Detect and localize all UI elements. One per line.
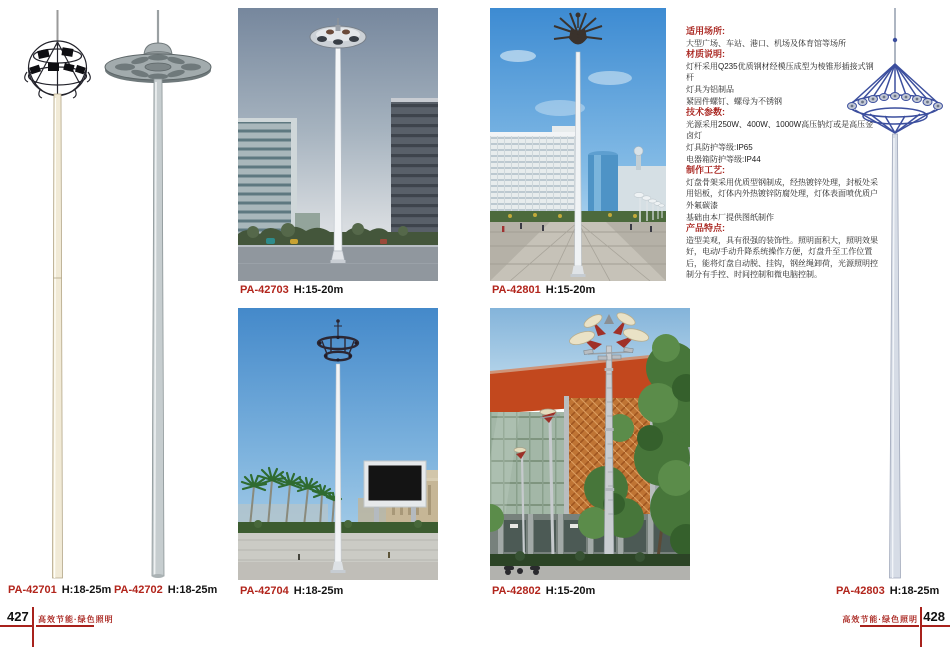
- product-code: PA-42803: [836, 585, 885, 597]
- photo-pa-42801: [490, 8, 666, 281]
- high-mast-drawing-icon: [98, 6, 228, 580]
- footer-rule: [32, 607, 34, 647]
- spec-line: 灯盘骨架采用优质型钢制成，经热镀锌处理，封板处采用铝板，灯体内外热镀锌防腐处理，灯体表面喷优质户外氟碳漆: [686, 177, 878, 210]
- footer-rule: [920, 607, 922, 647]
- photo-pa-42703: [238, 8, 438, 281]
- product-height: H:18-25m: [293, 585, 344, 597]
- page-number-left: 427: [7, 609, 29, 624]
- spec-line: 光源采用250W、400W、1000W高压钠灯或是高压金卤灯: [686, 119, 874, 141]
- product-height: H:15-20m: [545, 284, 596, 296]
- footer-rule: [36, 625, 94, 627]
- spec-title-features: 产品特点:: [686, 223, 725, 234]
- footer-slogan-right: 高效节能·绿色照明: [842, 615, 918, 624]
- product-height: H:18-25m: [167, 584, 218, 596]
- high-mast-drawing-icon: [10, 6, 105, 580]
- spec-line: 灯杆采用Q235优质钢材经模压成型为棱锥形插接式钢杆: [686, 61, 874, 83]
- spec-line: 灯具防护等级:IP65: [686, 142, 753, 152]
- street-photo: [490, 308, 690, 580]
- product-height: H:18-25m: [61, 584, 112, 596]
- product-code: PA-42702: [114, 584, 163, 596]
- spec-title-parameters: 技术参数:: [686, 107, 725, 118]
- product-label-pa-42801: [492, 284, 595, 296]
- footer-rule: [0, 625, 32, 627]
- footer-rule: [860, 625, 919, 627]
- spec-title-material: 材质说明:: [686, 49, 725, 60]
- product-height: H:15-20m: [293, 284, 344, 296]
- photo-pa-42704: [238, 308, 438, 580]
- plaza-photo: [238, 308, 438, 580]
- drawing-pa-42701: [10, 6, 105, 580]
- product-code: PA-42802: [492, 585, 541, 597]
- high-mast-drawing-icon: [845, 6, 945, 580]
- spec-line: 紧固件螺钉、螺母为不锈钢: [686, 96, 782, 106]
- product-label-pa-42803: [836, 585, 939, 597]
- spec-line: 灯具为铝制品: [686, 84, 734, 94]
- footer-right: [730, 606, 950, 652]
- footer-left: [0, 606, 220, 652]
- product-label-pa-42704: [240, 585, 343, 597]
- product-code: PA-42704: [240, 585, 289, 597]
- product-code: PA-42801: [492, 284, 541, 296]
- footer-slogan-left: 高效节能·绿色照明: [38, 615, 114, 624]
- spec-line: 电器箱防护等级:IP44: [686, 154, 761, 164]
- product-code: PA-42703: [240, 284, 289, 296]
- page-number-right: 428: [923, 609, 945, 624]
- spec-line: 基础由本厂提供图纸制作: [686, 212, 774, 222]
- drawing-pa-42702: [98, 6, 228, 580]
- product-label-pa-42701: [8, 584, 111, 596]
- spec-title-usage: 适用场所:: [686, 26, 725, 36]
- spec-line: 造型美观，具有很强的装饰性。照明面积大，照明效果好，电动/手动升降系统操作方便，灯盘升至工作位置后，能将灯盘自动脱、挂钩，钢丝绳卸荷，光源照明控制分有手控、时间控制和微电脑控制。: [686, 235, 878, 280]
- product-height: H:18-25m: [889, 585, 940, 597]
- product-label-pa-42802: [492, 585, 595, 597]
- photo-pa-42802: [490, 308, 690, 580]
- footer-rule: [922, 625, 950, 627]
- product-label-pa-42702: [114, 584, 217, 596]
- product-height: H:15-20m: [545, 585, 596, 597]
- product-code: PA-42701: [8, 584, 57, 596]
- product-label-pa-42703: [240, 284, 343, 296]
- plaza-photo: [238, 8, 438, 281]
- drawing-pa-42803: [845, 6, 945, 580]
- spec-line: 大型广场、车站、港口、机场及体育馆等场所: [686, 38, 846, 48]
- plaza-photo: [490, 8, 666, 281]
- spec-title-craft: 制作工艺:: [686, 165, 725, 176]
